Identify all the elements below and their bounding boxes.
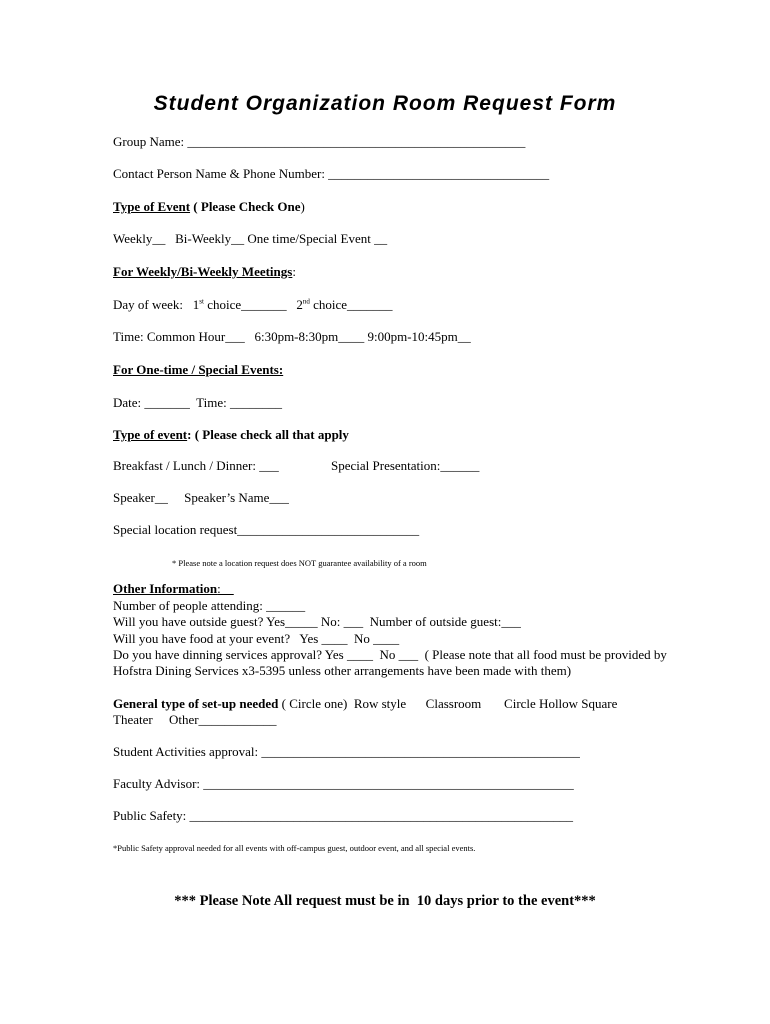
outside-guest-field[interactable]: Will you have outside guest? Yes_____ No: ___ Number of outside guest:___: [113, 614, 521, 629]
one-time-heading: For One-time / Special Events:: [113, 362, 284, 377]
second-choice[interactable]: choice_______: [309, 297, 393, 312]
type-of-event-2-label: Type of event: [113, 427, 188, 442]
deadline-note: *** Please Note All request must be in 10 days prior to the event***: [174, 893, 596, 909]
day-of-week-label: Day of week: 1: [113, 297, 200, 312]
sup-st: st: [199, 297, 204, 306]
dining-approval-field[interactable]: Do you have dinning services approval? Yes ____ No ___ ( Please note that all food must be provided by: [113, 647, 667, 662]
setup-type-label: General type of set-up needed: [113, 696, 279, 711]
first-choice[interactable]: choice_______ 2: [203, 297, 303, 312]
breakfast-lunch-dinner-option[interactable]: Breakfast / Lunch / Dinner: ___: [113, 458, 279, 473]
student-activities-approval[interactable]: Student Activities approval: _________________________________________________: [113, 744, 580, 759]
type-of-event-close: ): [300, 199, 305, 214]
time-options[interactable]: Time: Common Hour___ 6:30pm-8:30pm____ 9:00pm-10:45pm__: [113, 329, 471, 344]
weekly-heading-colon: :: [292, 264, 296, 279]
type-of-event-2-heading: [113, 427, 349, 443]
other-info-label: Other Information: [113, 581, 218, 596]
other-info-colon: :: [217, 581, 234, 596]
weekly-heading-label: For Weekly/Bi-Weekly Meetings: [113, 264, 293, 279]
setup-type-options[interactable]: ( Circle one) Row style Classroom Circle Hollow Square: [278, 696, 618, 711]
special-location-field[interactable]: Special location request____________________________: [113, 522, 420, 537]
special-presentation-option[interactable]: Special Presentation:______: [331, 458, 480, 473]
food-field[interactable]: Will you have food at your event? Yes ____ No ____: [113, 631, 400, 646]
dining-note: Hofstra Dining Services x3-5395 unless other arrangements have been made with them): [113, 663, 572, 678]
date-time-field[interactable]: Date: _______ Time: ________: [113, 395, 283, 410]
type-of-event-label: Type of Event: [113, 199, 191, 214]
location-note: * Please note a location request does NOT guarantee availability of a room: [172, 558, 427, 568]
contact-person-field[interactable]: Contact Person Name & Phone Number: __________________________________: [113, 166, 550, 181]
setup-type-options-2[interactable]: Theater Other____________: [113, 712, 277, 727]
page-title: Student Organization Room Request Form: [153, 92, 617, 115]
weekly-heading: [113, 264, 296, 280]
day-of-week-field[interactable]: [113, 297, 393, 313]
type-of-event-heading: [113, 199, 305, 215]
public-safety-note: *Public Safety approval needed for all events with off-campus guest, outdoor event, and all special events.: [113, 843, 476, 853]
num-people-field[interactable]: Number of people attending: ______: [113, 598, 306, 613]
faculty-advisor-field[interactable]: Faculty Advisor: _________________________________________________________: [113, 776, 574, 791]
setup-type-field[interactable]: [113, 696, 617, 712]
group-name-field[interactable]: Group Name: ____________________________________________________: [113, 134, 526, 149]
other-info-heading: [113, 581, 234, 597]
type-of-event-instruction: ( Please Check One: [190, 199, 301, 214]
type-of-event-2-instruction: : ( Please check all that apply: [187, 427, 349, 442]
public-safety-field[interactable]: Public Safety: ___________________________________________________________: [113, 808, 574, 823]
frequency-options[interactable]: Weekly__ Bi-Weekly__ One time/Special Event __: [113, 231, 388, 246]
sup-nd: nd: [302, 297, 310, 306]
speaker-option[interactable]: Speaker__ Speaker’s Name___: [113, 490, 289, 505]
